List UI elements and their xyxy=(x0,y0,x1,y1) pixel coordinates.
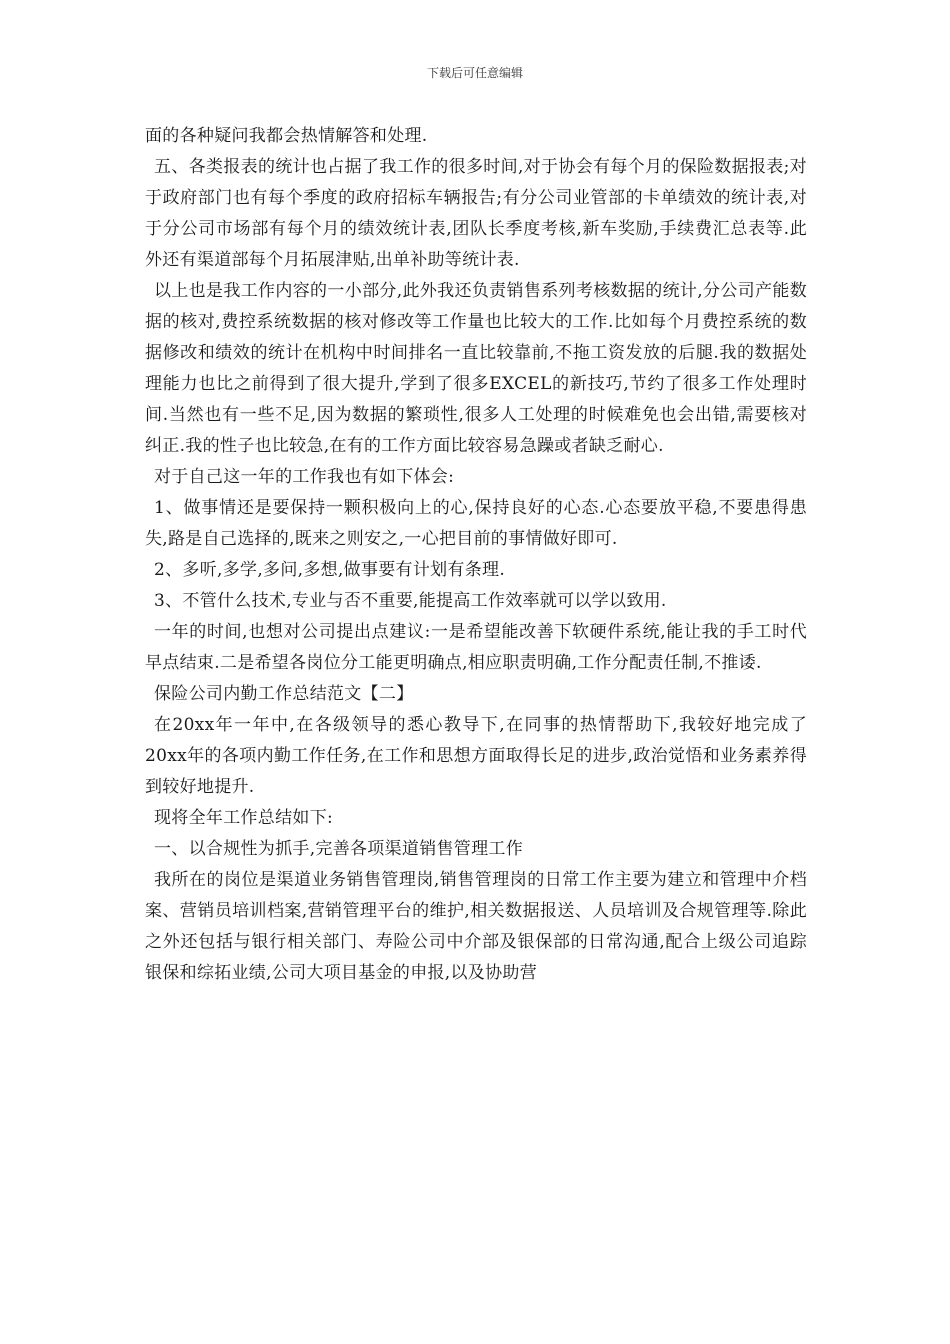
sub-heading: 一、以合规性为抓手,完善各项渠道销售管理工作 xyxy=(154,839,524,859)
paragraph: 现将全年工作总结如下: xyxy=(154,808,334,828)
paragraph: 以上也是我工作内容的一小部分,此外我还负责销售系列考核数据的统计,分公司产能数据的核对,费控系统数据的核对修改等工作量也比较大的工作.比如每个月费控系统的数据修改和绩效的统计在机构中时间排名一直比较靠前,不拖工资发放的后腿.我的数据处理能力也比之前得到了很大提升,学到了很多EXCEL的新技巧,节约了很多工作处理时间.当然也有一些不足,因为数据的繁琐性,很多人工处理的时候难免也会出错,需要核对纠正.我的性子也比较急,在有的工作方面比较容易急躁或者缺乏耐心. xyxy=(145,281,807,456)
section-heading: 保险公司内勤工作总结范文【二】 xyxy=(154,684,414,704)
paragraph: 在20xx年一年中,在各级领导的悉心教导下,在同事的热情帮助下,我较好地完成了20xx年的各项内勤工作任务,在工作和思想方面取得长足的进步,政治觉悟和业务素养得到较好地提升. xyxy=(145,715,807,797)
paragraph: 1、做事情还是要保持一颗积极向上的心,保持良好的心态.心态要放平稳,不要患得患失,路是自己选择的,既来之则安之,一心把目前的事情做好即可. xyxy=(145,498,807,549)
paragraph: 我所在的岗位是渠道业务销售管理岗,销售管理岗的日常工作主要为建立和管理中介档案、营销员培训档案,营销管理平台的维护,相关数据报送、人员培训及合规管理等.除此之外还包括与银行相关部门、寿险公司中介部及银保部的日常沟通,配合上级公司追踪银保和综拓业绩,公司大项目基金的申报,以及协助营 xyxy=(145,870,807,983)
page-header: 下载后可任意编辑 xyxy=(426,66,523,80)
paragraph: 面的各种疑问我都会热情解答和处理. xyxy=(145,126,428,146)
paragraph: 五、各类报表的统计也占据了我工作的很多时间,对于协会有每个月的保险数据报表;对于政府部门也有每个季度的政府招标车辆报告;有分公司业管部的卡单绩效的统计表,对于分公司市场部有每个月的绩效统计表,团队长季度考核,新车奖励,手续费汇总表等.此外还有渠道部每个月拓展津贴,出单补助等统计表. xyxy=(145,157,807,270)
paragraph: 3、不管什么技术,专业与否不重要,能提高工作效率就可以学以致用. xyxy=(154,591,667,611)
document-body xyxy=(145,121,807,989)
paragraph: 2、多听,多学,多问,多想,做事要有计划有条理. xyxy=(154,560,506,580)
paragraph: 一年的时间,也想对公司提出点建议:一是希望能改善下软硬件系统,能让我的手工时代早点结束.二是希望各岗位分工能更明确点,相应职责明确,工作分配责任制,不推诿. xyxy=(145,622,807,673)
paragraph: 对于自己这一年的工作我也有如下体会: xyxy=(154,467,455,487)
